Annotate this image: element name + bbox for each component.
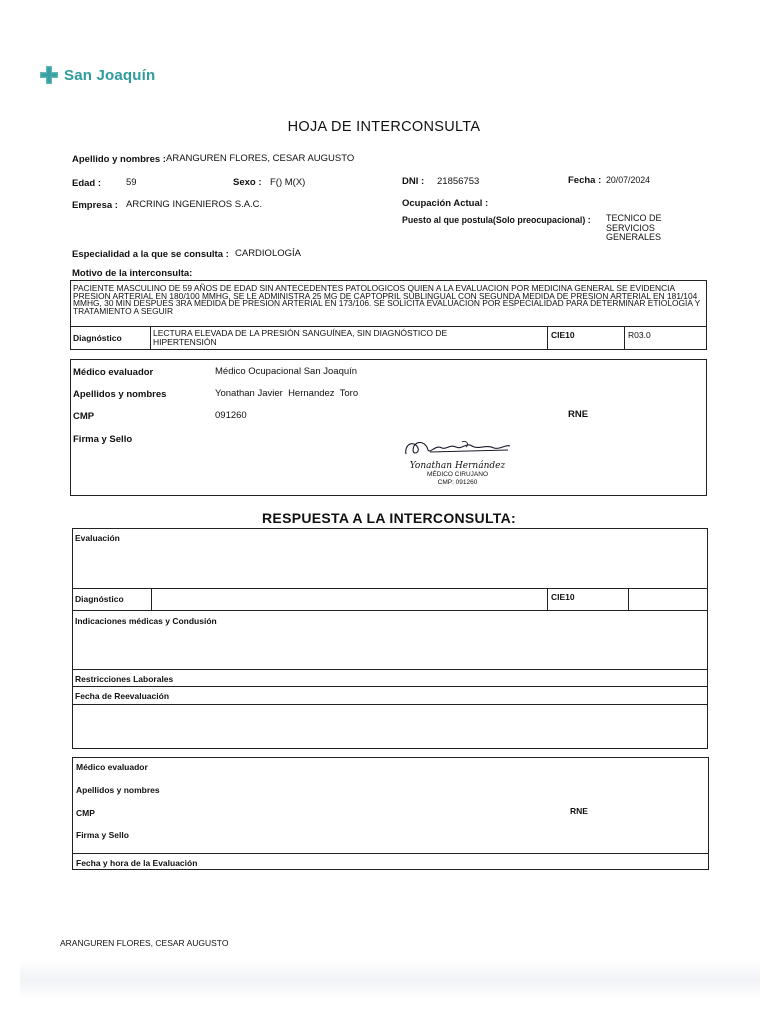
specialty-value: CARDIOLOGÍA — [235, 248, 301, 259]
response-cmp-label: CMP — [76, 808, 95, 818]
sex-value: F() M(X) — [270, 177, 306, 188]
response-diagnosis-label: Diagnóstico — [75, 594, 124, 604]
evaluator-cmp-label: CMP — [73, 411, 95, 422]
response-sign-label: Firma y Sello — [76, 830, 129, 840]
position-label: Puesto al que postula(Solo preocupacional) : — [402, 215, 591, 225]
response-cie10-label: CIE10 — [551, 592, 575, 602]
age-value: 59 — [126, 177, 137, 188]
handwritten-signature — [400, 438, 515, 460]
evaluator-rne-label: RNE — [568, 409, 589, 420]
response-restrictions-label: Restricciones Laborales — [75, 674, 174, 684]
response-title: RESPUESTA A LA INTERCONSULTA: — [262, 510, 516, 526]
evaluator-doctor-label: Médico evaluador — [73, 367, 154, 378]
company-label: Empresa : — [72, 200, 118, 211]
response-reevaluation-label: Fecha de Reevaluación — [75, 691, 170, 701]
evaluator-box — [70, 359, 707, 496]
response-doctor-label: Médico evaluador — [76, 762, 148, 772]
medical-cross-icon — [38, 64, 60, 86]
reason-text: PACIENTE MASCULINO DE 59 AÑOS DE EDAD SIN ANTECEDENTES PATOLOGICOS QUIEN A LA EVALUACION POR MEDICINA GENERAL SE EVIDENCIA PRESION ARTERIAL EN 180/100 MMHG, SE LE ADMINISTRA 25 MG DE CAPTOPRIL SUBLINGUAL CON SEGUNDA MEDIDA DE PRESION ARTERIAL EN 181/104 MMHG, 30 MIN DESPUES 3RA MEDIDA DE PRESION ARTERIAL EN 173/106. SE SOLICITA EVALUACION POR ESPECIALIDAD PARA DETERMINAR ETIOLOGIA Y TRATAMIENTO A SEGUIR — [73, 283, 701, 316]
dni-value: 21856753 — [437, 176, 480, 187]
evaluator-doctor-value: Médico Ocupacional San Joaquín — [215, 366, 358, 377]
diagnosis-text: LECTURA ELEVADA DE LA PRESIÓN SANGUÍNEA, SIN DIAGNÓSTICO DE HIPERTENSIÓN — [153, 328, 448, 347]
stamp-doctor-name: Yonathan Hernández — [409, 461, 506, 471]
reason-label: Motivo de la interconsulta: — [72, 268, 193, 279]
document-title: HOJA DE INTERCONSULTA — [287, 119, 481, 135]
clinic-name: San Joaquín — [64, 66, 156, 84]
clinic-logo — [38, 64, 155, 86]
response-indications-label: Indicaciones médicas y Condusión — [75, 616, 217, 626]
response-evaluation-label: Evaluación — [75, 533, 120, 543]
evaluator-names-label: Apellidos y nombres — [73, 389, 167, 400]
diagnosis-label: Diagnóstico — [73, 333, 122, 343]
patient-name-value: ARANGUREN FLORES, CESAR AUGUSTO — [166, 153, 355, 164]
position-value: TECNICO DE SERVICIOS GENERALES — [606, 213, 662, 242]
evaluator-names-value: Yonathan Javier Hernandez Toro — [215, 388, 359, 399]
footer-patient-name: ARANGUREN FLORES, CESAR AUGUSTO — [60, 938, 229, 948]
company-value: ARCRING INGENIEROS S.A.C. — [126, 199, 263, 210]
age-label: Edad : — [72, 178, 102, 189]
stamp-role: MÉDICO CIRUJANO — [426, 471, 489, 478]
dni-label: DNI : — [402, 176, 425, 187]
date-value: 20/07/2024 — [606, 175, 651, 185]
occupation-label: Ocupación Actual : — [402, 198, 489, 209]
sex-label: Sexo : — [233, 177, 262, 188]
cie10-value: R03.0 — [628, 330, 651, 340]
evaluator-sign-label: Firma y Sello — [73, 434, 133, 445]
cie10-label: CIE10 — [551, 330, 575, 340]
doctor-signature-stamp — [400, 438, 515, 487]
specialty-label: Especialidad a la que se consulta : — [72, 249, 229, 260]
patient-name-label: Apellido y nombres : — [72, 154, 166, 165]
response-rne-label: RNE — [570, 806, 588, 816]
response-names-label: Apellidos y nombres — [76, 785, 160, 795]
response-box — [72, 528, 708, 749]
scan-shading — [20, 960, 760, 1000]
date-label: Fecha : — [568, 175, 602, 186]
stamp-cmp: CMP: 091260 — [437, 479, 478, 486]
response-datetime-label: Fecha y hora de la Evaluación — [76, 858, 198, 868]
evaluator-cmp-value: 091260 — [215, 410, 247, 421]
